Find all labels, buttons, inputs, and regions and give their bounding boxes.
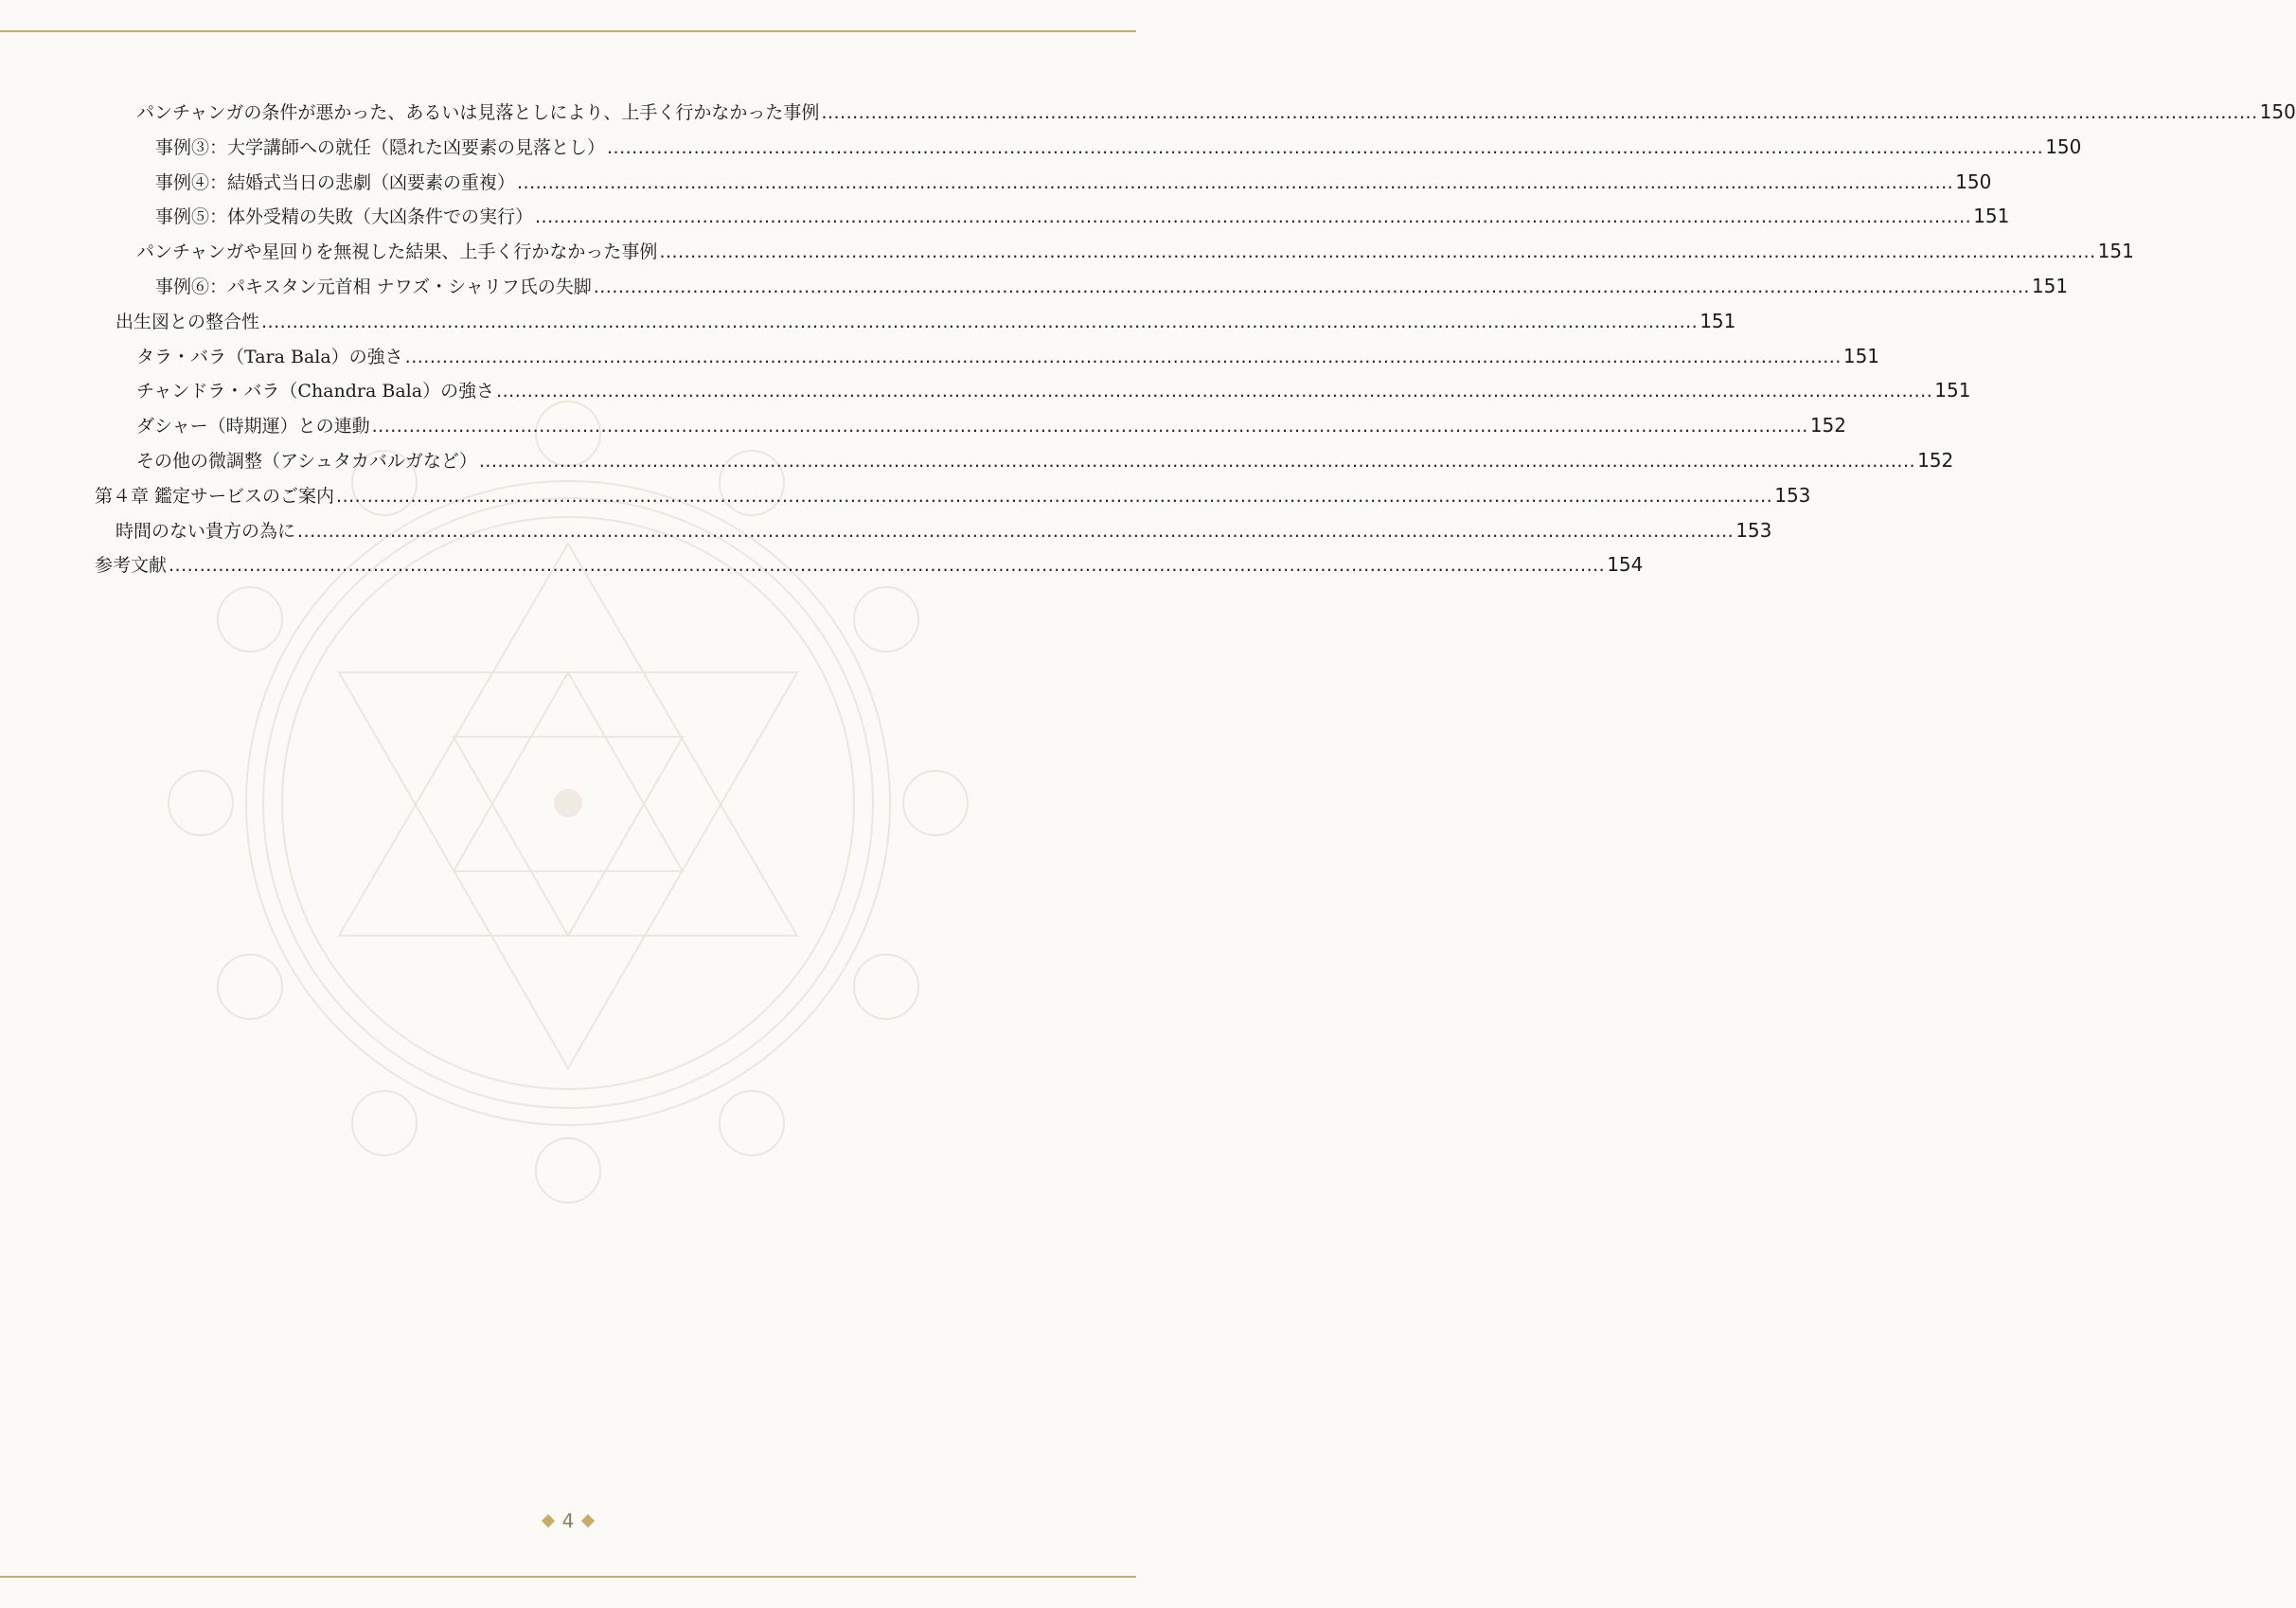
toc-leader-dots [169, 548, 1605, 583]
toc-entry[interactable] [95, 513, 1772, 548]
toc-leader-dots [594, 270, 2030, 305]
toc-leader-dots [261, 305, 1698, 340]
toc-entry[interactable] [95, 95, 2296, 130]
toc-entry[interactable] [95, 269, 2069, 304]
toc-entry[interactable] [95, 165, 1992, 200]
toc-page-number: 151 [2097, 240, 2134, 263]
toc-leader-dots [607, 131, 2043, 166]
toc-leader-dots [479, 444, 1915, 479]
toc-leader-dots [405, 340, 1842, 375]
page-footer [0, 1510, 1136, 1532]
toc-entry-title: 事例⑤：体外受精の失敗（大凶条件での実行） [155, 206, 534, 228]
toc-page-number: 151 [1934, 379, 1971, 402]
toc-entry[interactable] [95, 478, 1811, 513]
toc-leader-dots [517, 166, 1953, 201]
toc-entry-title: タラ・バラ（Tara Bala）の強さ [136, 346, 403, 367]
toc-entry[interactable] [95, 199, 2010, 234]
toc-page-number: 151 [1973, 205, 2010, 228]
toc-page-number: 151 [2031, 274, 2069, 297]
table-of-contents [95, 95, 2296, 582]
toc-entry-title: 事例⑥：パキスタン元首相 ナワズ・シャリフ氏の失脚 [155, 276, 592, 297]
toc-leader-dots [535, 200, 1971, 235]
toc-entry[interactable] [95, 234, 2134, 269]
toc-entry-title: パンチャンガの条件が悪かった、あるいは見落としにより、上手く行かなかった事例 [136, 102, 820, 123]
toc-entry-title: 第４章 鑑定サービスのご案内 [95, 485, 335, 507]
toc-leader-dots [336, 479, 1772, 514]
diamond-ornament-right-icon [581, 1513, 595, 1527]
toc-page-number: 150 [1955, 170, 1992, 193]
toc-page-number: 153 [1735, 518, 1772, 542]
toc-entry-title: 参考文献 [95, 555, 168, 577]
toc-entry-title: その他の微調整（アシュタカバルガなど） [136, 450, 477, 472]
toc-page-number: 152 [1917, 448, 1954, 472]
toc-entry-title: チャンドラ・バラ（Chandra Bala）の強さ [136, 381, 495, 402]
toc-entry-title: 事例④：結婚式当日の悲劇（凶要素の重複） [155, 171, 516, 193]
diamond-ornament-left-icon [542, 1513, 555, 1527]
toc-page-number: 151 [1700, 309, 1736, 332]
bottom-border-line [0, 1576, 1136, 1578]
toc-entry-title: 事例③：大学講師への就任（隠れた凶要素の見落とし） [155, 136, 606, 158]
toc-leader-dots [659, 235, 2095, 270]
toc-page-number: 154 [1607, 553, 1644, 577]
toc-leader-dots [496, 374, 1932, 409]
toc-entry[interactable] [95, 547, 1644, 582]
page-number: 4 [561, 1510, 575, 1532]
toc-page-number: 151 [1842, 344, 1880, 367]
toc-entry[interactable] [95, 408, 1846, 443]
toc-page-number: 153 [1774, 483, 1811, 507]
toc-entry-title: 時間のない貴方の為に [116, 520, 296, 542]
toc-leader-dots [297, 514, 1734, 549]
toc-entry-title: ダシャー（時期運）との連動 [136, 416, 370, 438]
toc-entry-title: 出生図との整合性 [116, 311, 260, 332]
toc-entry-title: パンチャンガや星回りを無視した結果、上手く行かなかった事例 [136, 241, 658, 263]
toc-entry[interactable] [95, 304, 1736, 339]
toc-entry[interactable] [95, 373, 1971, 408]
toc-entry[interactable] [95, 339, 1880, 374]
toc-entry[interactable] [95, 443, 1954, 478]
toc-entry[interactable] [95, 130, 2082, 165]
toc-leader-dots [821, 96, 2257, 131]
toc-page-number: 150 [2259, 100, 2296, 123]
toc-page-number: 150 [2045, 134, 2082, 158]
toc-leader-dots [372, 409, 1808, 444]
toc-page-number: 152 [1809, 414, 1846, 438]
top-border-line [0, 30, 1136, 32]
